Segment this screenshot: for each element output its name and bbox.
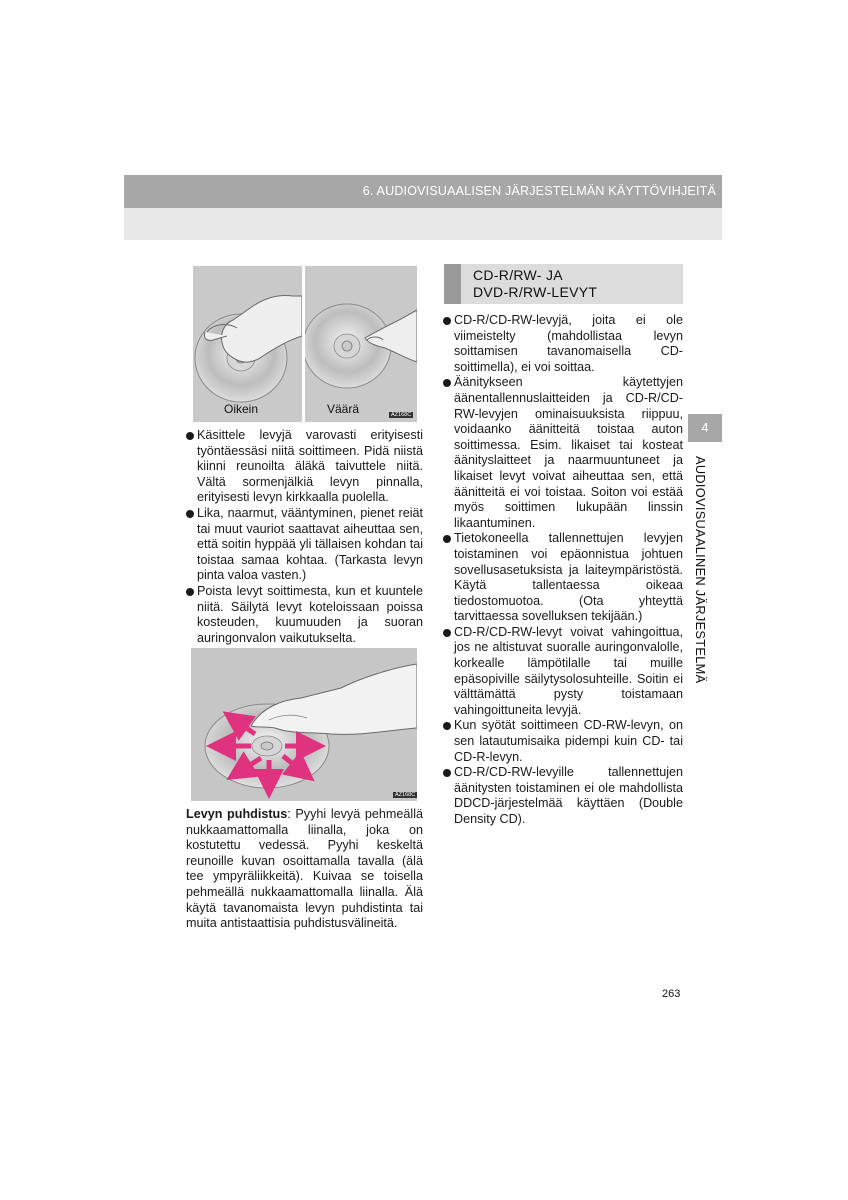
header-bar xyxy=(124,175,722,208)
list-item: Poista levyt soittimesta, kun et kuuntele niitä. Säilytä levyt koteloissaan poissa kosteuden, kuumuuden ja suoran auringonvalon vaikutukselta. xyxy=(186,584,423,646)
disc-handling-figure xyxy=(193,266,417,422)
chapter-side-label: AUDIOVISUAALINEN JÄRJESTELMÄ xyxy=(693,456,708,684)
bullet-icon xyxy=(443,629,451,637)
header-title: 6. AUDIOVISUAALISEN JÄRJESTELMÄN KÄYTTÖVIHJEITÄ xyxy=(362,184,716,198)
wrong-label: Väärä xyxy=(327,402,360,416)
list-item: CD-R/CD-RW-levyille tallennettujen äänitysten toistaminen ei ole mahdollista DDCD-järjestelmää käyttäen (Double Density CD). xyxy=(443,765,683,827)
list-item: Kun syötät soittimeen CD-RW-levyn, on sen latautumisaika pidempi kuin CD- tai CD-R-levyn. xyxy=(443,718,683,765)
cleaning-text: : Pyyhi levyä pehmeällä nukkaamattomalla liinalla, joka on kostutettu vedessä. Pyyhi keskeltä reunoille kuvan osoittamalla tavalla (älä tee ympyräliikkeitä). Kuivaa se toisella pehmeällä nukkaamattomalla liinalla. Älä käytä tavanomaista levyn puhdistinta tai muita antistaattisia puhdistusvälineitä. xyxy=(186,807,423,931)
list-item: Tietokoneella tallennettujen levyjen toistaminen voi epäonnistua johtuen sovellusasetuksista ja laiteympäristöstä. Käytä tallentaessa oikeaa tiedostomuotoa. (Ota yhteyttä tarvittaessa sovelluksen tekijään.) xyxy=(443,531,683,625)
disc-cleaning-figure xyxy=(191,648,417,801)
section-title: CD-R/RW- JA DVD-R/RW-LEVYT xyxy=(473,267,598,300)
correct-label: Oikein xyxy=(224,402,259,416)
chapter-number: 4 xyxy=(701,420,709,435)
correct-handling-panel xyxy=(193,266,302,422)
handling-bullet-list xyxy=(186,428,423,646)
wrong-handling-illustration xyxy=(305,266,417,422)
cleaning-illustration xyxy=(191,648,417,801)
section-header-bar xyxy=(444,264,461,304)
list-item: CD-R/CD-RW-levyt voivat vahingoittua, jos ne altistuvat suoralle auringonvalolle, korkealle lämpötilalle tai muille epäsopiville säilytysolosuhteille. Soitin ei välttämättä pysty toistamaan vahingoittuneita levyjä. xyxy=(443,625,683,719)
bullet-icon xyxy=(186,432,194,440)
bullet-icon xyxy=(186,510,194,518)
bullet-icon xyxy=(443,317,451,325)
page-number: 263 xyxy=(662,988,681,1000)
correct-handling-illustration xyxy=(193,266,302,422)
cleaning-label: Levyn puhdistus xyxy=(186,807,288,821)
list-item: Lika, naarmut, vääntyminen, pienet reiät tai muut vauriot saattavat aiheuttaa sen, että soitin hyppää yli tällaisen kohdan tai toistaa samaa kohtaa. (Tarkasta levyn pinta valoa vasten.) xyxy=(186,506,423,584)
bullet-icon xyxy=(443,722,451,730)
wrong-handling-panel xyxy=(305,266,417,422)
bullet-icon xyxy=(186,588,194,596)
list-item: Äänitykseen käytettyjen äänentallennuslaitteiden ja CD-R/CD-RW-levyjen ominaisuuksista riippuu, voidaanko äänitteitä toistaa auton soittimessa. Esim. likaiset tai kosteat äänityslaitteet ja naarmuuntuneet ja likaiset levyt voivat aiheuttaa sen, että äänitteitä ei voi toistaa. Soiton voi estää myös soittimen lukupään linssin likaantuminen. xyxy=(443,375,683,531)
list-item: Käsittele levyjä varovasti erityisesti työntäessäsi niitä soittimeen. Pidä niistä kiinni reunoilta äläkä taivuttele niitä. Vältä sormenjälkiä levyn pinnalla, erityisesti levyn kirkkaalla puolella. xyxy=(186,428,423,506)
list-item: CD-R/CD-RW-levyjä, joita ei ole viimeistelty (mahdollistaa levyn soittamisen tavanomaisella CD-soittimella), ei voi soittaa. xyxy=(443,313,683,375)
chapter-tab xyxy=(688,414,722,442)
figure-code: AZ168C xyxy=(395,792,416,798)
bullet-icon xyxy=(443,379,451,387)
figure-code: AZ168C xyxy=(391,412,412,418)
section-header xyxy=(444,264,683,304)
cdr-bullet-list xyxy=(443,313,683,828)
cleaning-paragraph xyxy=(186,807,423,932)
bullet-icon xyxy=(443,535,451,543)
bullet-icon xyxy=(443,769,451,777)
